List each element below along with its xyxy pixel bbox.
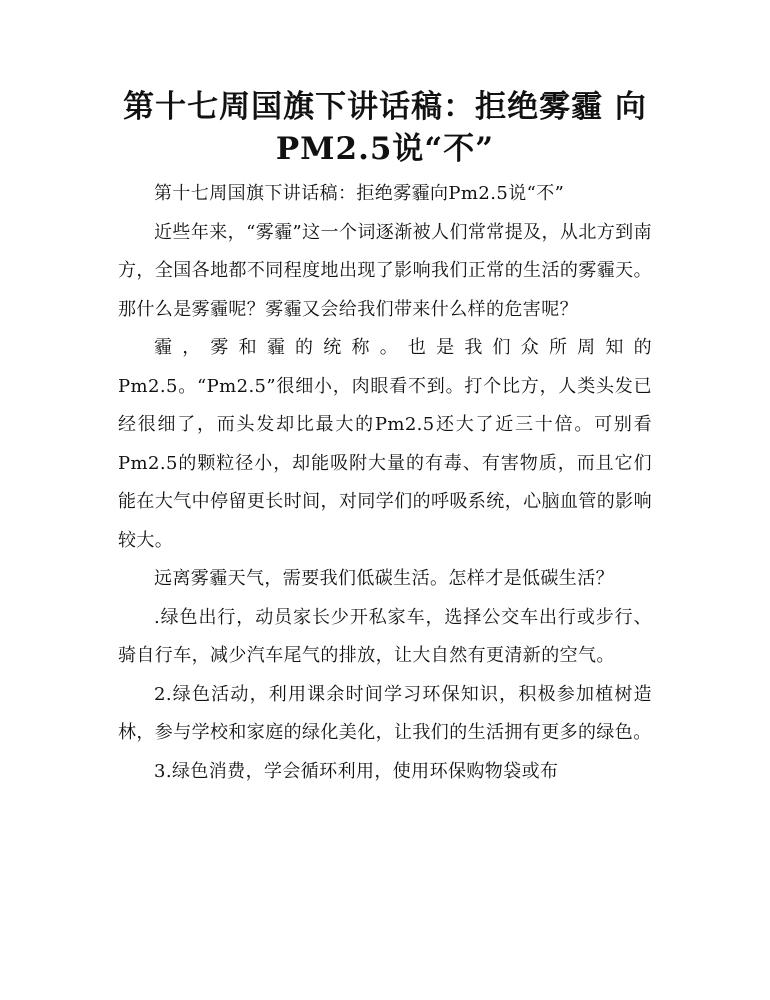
- document-title: 第十七周国旗下讲话稿：拒绝雾霾 向PM2.5说“不”: [123, 89, 647, 167]
- paragraph-green-consumption: 3.绿色消费，学会循环利用，使用环保购物袋或布: [154, 760, 559, 782]
- paragraph-subtitle: 第十七周国旗下讲话稿：拒绝雾霾向Pm2.5说“不”: [154, 183, 565, 204]
- paragraph-definition: 霾，雾和霾的统称。也是我们众所周知的Pm2.5。“Pm2.5”很细小，肉眼看不到。打个比方，人类头发已经很细了，而头发却比最大的Pm2.5还大了近三十倍。可别看Pm2.5的颗粒径小，却能吸附大量的有毒、有害物质，而且它们能在大气中停留更长时间，对同学们的呼吸系统，心脑血管的影响较大。: [118, 337, 652, 551]
- document-body: [118, 175, 652, 791]
- paragraph-intro: 近些年来，“雾霾”这一个词逐渐被人们常常提及，从北方到南方，全国各地都不同程度地出现了影响我们正常的生活的雾霾天。那什么是雾霾呢？雾霾又会给我们带来什么样的危害呢？: [118, 221, 652, 320]
- paragraph-green-activity: 2.绿色活动，利用课余时间学习环保知识，积极参加植树造林，参与学校和家庭的绿化美化，让我们的生活拥有更多的绿色。: [118, 683, 652, 743]
- paragraph-low-carbon: 远离雾霾天气，需要我们低碳生活。怎样才是低碳生活？: [154, 568, 614, 589]
- paragraph-green-travel: .绿色出行，动员家长少开私家车，选择公交车出行或步行、骑自行车，减少汽车尾气的排放，让大自然有更清新的空气。: [118, 606, 652, 666]
